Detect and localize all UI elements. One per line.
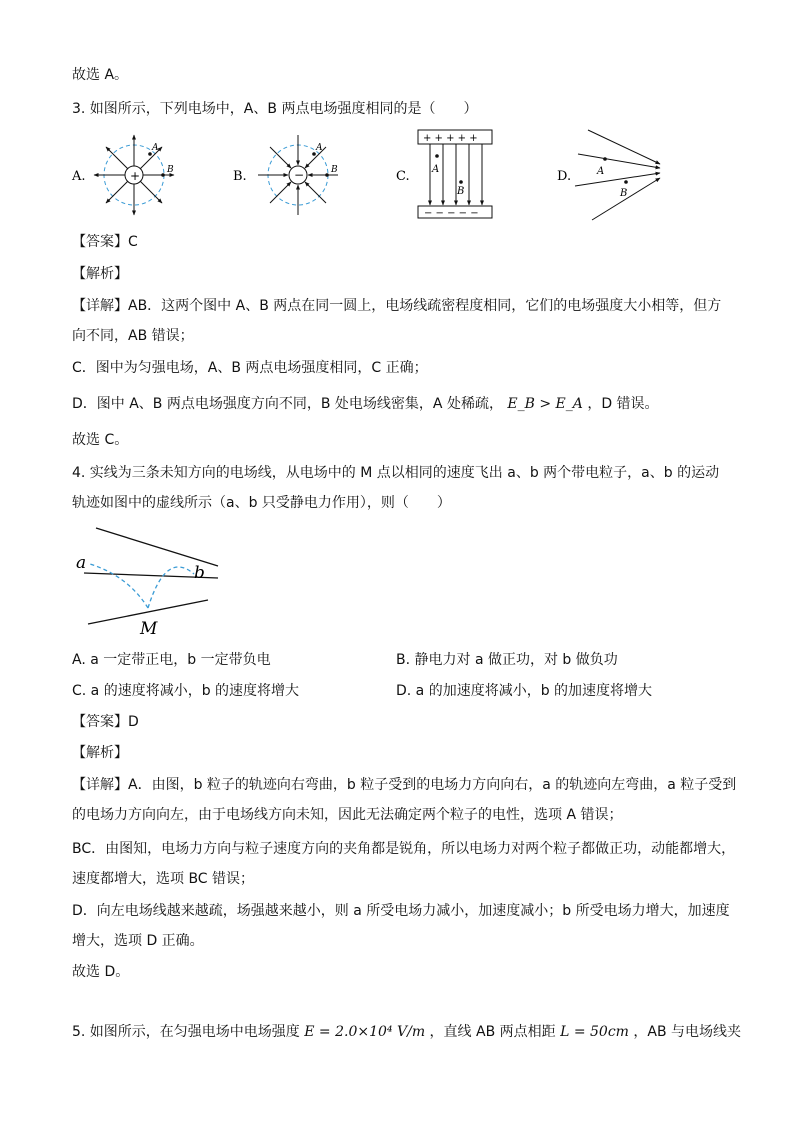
q4-label-a: a bbox=[76, 553, 87, 573]
q5-field-value: E = 2.0×10⁴ V/m bbox=[304, 1024, 426, 1040]
q3-analysis-header: 【解析】 bbox=[72, 266, 128, 282]
q3-detail-3-post: ，D 错误。 bbox=[587, 396, 659, 412]
q3-option-b-label: B. bbox=[233, 169, 247, 184]
q3-figure-d bbox=[575, 130, 660, 220]
q4-label-b: b bbox=[194, 563, 205, 583]
q4-option-c: C. a 的速度将减小，b 的速度将增大 bbox=[72, 683, 300, 699]
q4-detail-1b: 的电场力方向向左，由于电场线方向未知，因此无法确定两个粒子的电性，选项 A 错误； bbox=[72, 807, 623, 823]
q3-figure-a-charge: + bbox=[130, 169, 141, 183]
q4-detail-2b: 速度都增大，选项 BC 错误； bbox=[72, 871, 255, 887]
prev-conclusion: 故选 A。 bbox=[72, 67, 129, 83]
q4-conclusion: 故选 D。 bbox=[72, 964, 130, 980]
q3-figure-c-point-b: B bbox=[457, 186, 465, 197]
q3-detail-1b: 向不同，AB 错误； bbox=[72, 328, 194, 344]
q4-detail-2a: BC．由图知，电场力方向与粒子速度方向的夹角都是锐角，所以电场力对两个粒子都做正功，动能都增大， bbox=[72, 841, 736, 857]
q3-figures bbox=[0, 124, 794, 224]
q3-option-c-label: C. bbox=[396, 169, 410, 184]
q3-figure-b-charge: − bbox=[294, 168, 305, 182]
q3-option-d-label: D. bbox=[557, 169, 572, 184]
q3-detail-3-pre: D．图中 A、B 两点电场强度方向不同，B 处电场线密集，A 处稀疏， bbox=[72, 396, 503, 412]
q3-answer: 【答案】C bbox=[72, 234, 138, 250]
q4-detail-1a: 【详解】A．由图，b 粒子的轨迹向右弯曲，b 粒子受到的电场力方向向右，a 的轨迹向左弯曲，a 粒子受到 bbox=[72, 777, 737, 793]
q4-option-b: B. 静电力对 a 做正功，对 b 做负功 bbox=[396, 652, 618, 668]
q4-stem-2: 轨迹如图中的虚线所示（a、b 只受静电力作用），则（ ） bbox=[72, 495, 451, 511]
q3-detail-2: C．图中为匀强电场，A、B 两点电场强度相同，C 正确； bbox=[72, 360, 428, 376]
q3-figure-c-plus-row: + + + + + bbox=[423, 133, 478, 144]
q3-figure-b-point-a: A bbox=[316, 143, 323, 153]
q3-figure-d-point-b: B bbox=[620, 188, 628, 199]
q5-stem-post: ，AB 与电场线夹 bbox=[633, 1024, 742, 1040]
q3-option-a-label: A. bbox=[72, 169, 86, 184]
q3-figure-c bbox=[418, 130, 492, 219]
q5-stem-pre: 5. 如图所示，在匀强电场中电场强度 bbox=[72, 1024, 305, 1040]
q4-option-a: A. a 一定带正电，b 一定带负电 bbox=[72, 652, 271, 668]
q3-figure-c-point-a: A bbox=[432, 164, 440, 175]
q3-figure-a-point-b: B bbox=[167, 165, 174, 175]
q3-detail-3 bbox=[72, 395, 659, 413]
q3-figure-d-point-a: A bbox=[597, 166, 605, 177]
q3-detail-1a: 【详解】AB．这两个图中 A、B 两点在同一圆上，电场线疏密程度相同，它们的电场强度大小相等，但方 bbox=[72, 298, 722, 314]
q3-conclusion: 故选 C。 bbox=[72, 432, 129, 448]
q4-figure bbox=[68, 520, 248, 640]
q3-detail-3-formula: E_B > E_A bbox=[507, 396, 583, 412]
q3-stem: 3. 如图所示，下列电场中，A、B 两点电场强度相同的是（ ） bbox=[72, 101, 478, 117]
q4-detail-3a: D．向左电场线越来越疏，场强越来越小，则 a 所受电场力减小，加速度减小；b 所受电场力增大，加速度 bbox=[72, 903, 730, 919]
q3-figure-b-point-b: B bbox=[331, 165, 338, 175]
q4-answer: 【答案】D bbox=[72, 714, 139, 730]
q3-figure-a bbox=[94, 135, 174, 215]
q4-label-m: M bbox=[140, 619, 158, 639]
q4-option-d: D. a 的加速度将减小，b 的加速度将增大 bbox=[396, 683, 653, 699]
q3-figure-c-minus-row: − − − − − bbox=[424, 208, 479, 219]
q5-stem bbox=[72, 1023, 741, 1041]
q4-stem-1: 4. 实线为三条未知方向的电场线，从电场中的 M 点以相同的速度飞出 a、b 两个带电粒子，a、b 的运动 bbox=[72, 465, 720, 481]
q4-analysis-header: 【解析】 bbox=[72, 745, 128, 761]
q4-detail-3b: 增大，选项 D 正确。 bbox=[72, 933, 204, 949]
q3-figure-b bbox=[258, 135, 338, 215]
q3-figure-a-point-a: A bbox=[152, 143, 159, 153]
q5-stem-mid: ，直线 AB 两点相距 bbox=[429, 1024, 561, 1040]
q5-distance-value: L = 50cm bbox=[560, 1024, 629, 1040]
